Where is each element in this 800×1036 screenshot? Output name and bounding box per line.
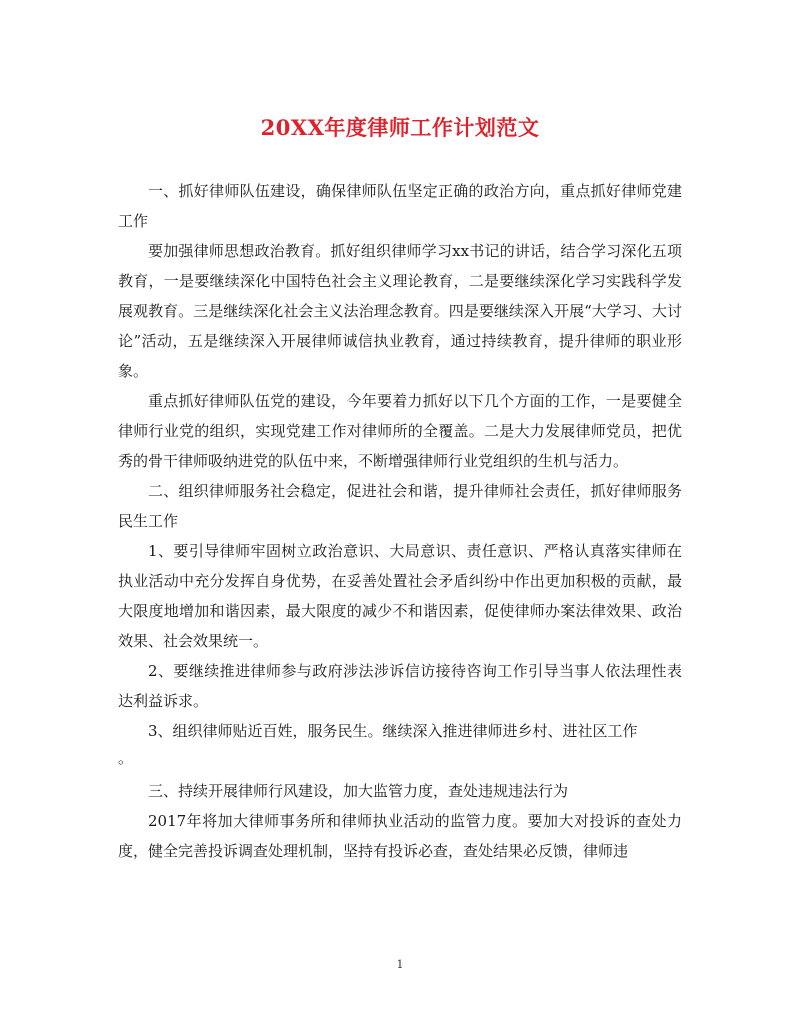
section-heading-2: 二、组织律师服务社会稳定，促进社会和谐，提升律师社会责任，抓好律师服务民生工作 [118,482,682,530]
list-item-1: 1、要引导律师牢固树立政治意识、大局意识、责任意识、严格认真落实律师在执业活动中充分发挥自身优势，在妥善处置社会矛盾纠纷中作出更加积极的贡献，最大限度地增加和谐因素，最大限度的减少不和谐因素，促使律师办案法律效果、政治效果、社会效果统一。 [118,542,682,650]
document-body [118,176,682,866]
paragraph-party-building: 重点抓好律师队伍党的建设，今年要着力抓好以下几个方面的工作，一是要健全律师行业党的组织，实现党建工作对律师所的全覆盖。二是大力发展律师党员，把优秀的骨干律师吸纳进党的队伍中来，不断增强律师行业党组织的生机与活力。 [118,392,682,470]
document-title: 20XX年度律师工作计划范文 [260,115,540,140]
list-item-2: 2、要继续推进律师参与政府涉法涉诉信访接待咨询工作引导当事人依法理性表达利益诉求。 [118,662,682,710]
section-heading-1: 一、抓好律师队伍建设，确保律师队伍坚定正确的政治方向，重点抓好律师党建工作 [118,182,682,230]
list-item-3: 3、组织律师贴近百姓，服务民生。继续深入推进律师进乡村、进社区工作 [148,722,638,740]
paragraph-political-education: 要加强律师思想政治教育。抓好组织律师学习xx书记的讲话，结合学习深化五项教育，一是要继续深化中国特色社会主义理论教育，二是要继续深化学习实践科学发展观教育。三是继续深化社会主义法治理念教育。四是要继续深入开展“大学习、大讨论”活动，五是继续深入开展律师诚信执业教育，通过持续教育，提升律师的职业形象。 [118,242,682,380]
section-heading-3: 三、持续开展律师行风建设，加大监管力度，查处违规违法行为 [148,782,569,800]
paragraph-supervision: 2017年将加大律师事务所和律师执业活动的监管力度。要加大对投诉的查处力度，健全完善投诉调查处理机制，坚持有投诉必查，查处结果必反馈，律师违 [118,812,682,860]
list-item-3-continuation: 。 [118,749,134,767]
page-number: 1 [396,958,404,971]
